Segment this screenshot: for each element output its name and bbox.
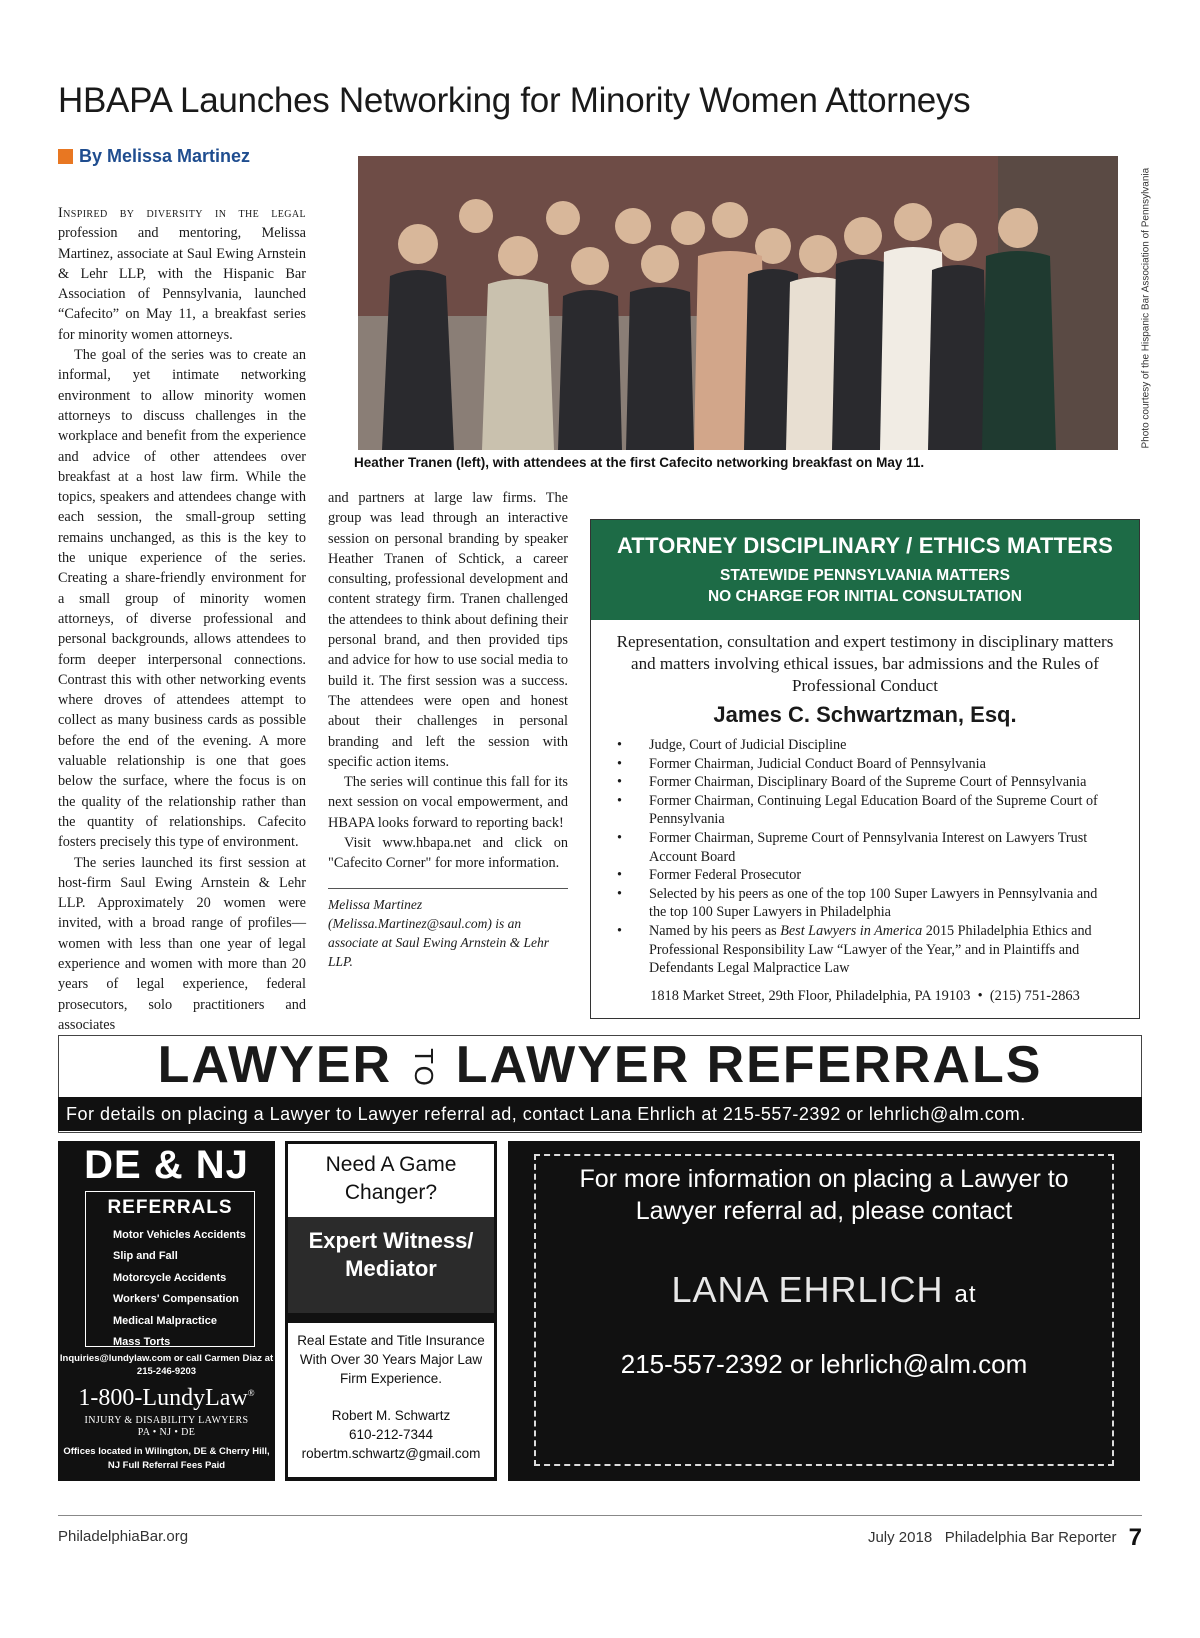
game-ad-contact-name: Robert M. Schwartz	[331, 1408, 451, 1423]
separator-dot: •	[974, 988, 987, 1004]
paragraph-1-text: profession and mentoring, Melissa Martinez, associate at Saul Ewing Arnstein & Lehr LLP, with the Hispanic Bar Association of Pennsylvania, launched “Cafecito” on May 11, a breakfast series for minority women attorneys.	[58, 225, 306, 343]
article-column-2	[328, 488, 568, 971]
article-column-1	[58, 203, 306, 1035]
lundy-headline: DE & NJ	[84, 1143, 249, 1187]
registered-mark: ®	[247, 1388, 255, 1398]
paragraph-1	[58, 203, 306, 345]
credential-item: • Former Chairman, Disciplinary Board of the Supreme Court of Pennsylvania	[617, 773, 1117, 792]
article-headline: HBAPA Launches Networking for Minority Women Attorneys	[58, 81, 971, 120]
practice-item: Motorcycle Accidents	[113, 1271, 227, 1284]
lundy-brand	[58, 1385, 275, 1412]
title-right: LAWYER REFERRALS	[455, 1036, 1043, 1094]
footer-issue-info	[842, 1524, 1142, 1552]
game-ad-description: Real Estate and Title Insurance With Over 30 Years Major Law Firm Experience.	[297, 1333, 485, 1386]
lundy-inquiries: Inquiries@lundylaw.com or call Carmen Diaz at 215-246-9203	[59, 1353, 274, 1377]
byline	[58, 146, 250, 167]
lundy-referrals-box	[85, 1191, 255, 1347]
ethics-ad-address-line	[591, 988, 1139, 1005]
lundy-tagline-block	[58, 1415, 275, 1439]
photo-caption: Heather Tranen (left), with attendees at the first Cafecito networking breakfast on May 11.	[354, 455, 925, 470]
photo-credit-text: Photo courtesy of the Hispanic Bar Association of Pennsylvania	[1140, 167, 1152, 449]
referrals-title	[58, 1034, 1142, 1099]
byline-marker	[58, 149, 73, 164]
byline-text: By Melissa Martinez	[79, 146, 251, 166]
title-to: TO	[408, 1048, 439, 1089]
paragraph-3: The series launched its first session at host-firm Saul Ewing Arnstein & Lehr LLP. Approximately 20 women were invited, with a broad range of profiles—women with less than one year of legal experience and women with more than 20 years of legal experience, federal prosecutors, solo practitioners and associates	[58, 854, 306, 1033]
referral-info-ad	[508, 1141, 1140, 1481]
page-number: 7	[1128, 1524, 1142, 1551]
ethics-ad-phone: (215) 751-2863	[989, 988, 1080, 1004]
game-ad-details	[288, 1323, 494, 1477]
ethics-ad-intro: Representation, consultation and expert testimony in disciplinary matters and matters involving ethical issues, bar admissions and the Rules of Professional Conduct	[616, 632, 1114, 695]
credential-item: • Former Chairman, Continuing Legal Education Board of the Supreme Court of Pennsylvania	[617, 792, 1117, 829]
credential-italic: Best Lawyers in America	[780, 922, 923, 939]
ethics-ad-header	[591, 520, 1139, 620]
contact-at: at	[954, 1281, 977, 1308]
lead-in: Inspired by diversity in the legal	[58, 205, 306, 221]
info-ad-contact-name	[508, 1269, 1140, 1311]
paragraph-2: The goal of the series was to create an informal, yet intimate networking environment to allow minority women attorneys to discuss challenges in the workplace and benefit from the experience and advice of other attendees over breakfast at a host law firm. While the topics, speakers and attendees change with each session, the small-group setting remains unchanged, as this is the key to the unique experience of the series. Creating a share-friendly environment for a small group of minority women attorneys, of diverse professional and personal backgrounds, allows attendees to form deeper interpersonal connections. Contrast this with other networking events where droves of attendees attempt to collect as many business cards as possible before the end of the evening. A more valuable relationship is one that goes below the surface, where the focus is on the quality of the relationship rather than the quantity of relationships. Cafecito fosters precisely this type of environment.	[58, 347, 306, 851]
credential-item: • Former Federal Prosecutor	[617, 866, 1117, 885]
lundy-tagline: INJURY & DISABILITY LAWYERS	[84, 1415, 249, 1426]
game-ad-service: Expert Witness/ Mediator	[288, 1217, 494, 1313]
credential-text: Named by his peers as	[649, 922, 781, 939]
ethics-ad-sub2: NO CHARGE FOR INITIAL CONSULTATION	[707, 588, 1022, 605]
credential-item: • Judge, Court of Judicial Discipline	[617, 736, 1117, 755]
game-ad-headline-text: Need A Game Changer?	[325, 1153, 457, 1204]
practice-item: Medical Malpractice	[113, 1314, 217, 1327]
info-ad-text: For more information on placing a Lawyer to Lawyer referral ad, please contact	[579, 1165, 1069, 1225]
info-ad-contact-details: 215-557-2392 or lehrlich@alm.com	[620, 1349, 1028, 1379]
practice-item: Motor Vehicles Accidents	[113, 1229, 246, 1241]
ethics-ad-credentials	[617, 736, 1117, 978]
game-ad-phone: 610-212-7344	[348, 1427, 434, 1442]
credential-item: • Former Chairman, Supreme Court of Pennsylvania Interest on Lawyers Trust Account Board	[617, 829, 1117, 866]
credential-item	[617, 922, 1117, 978]
footer-site: PhiladelphiaBar.org	[58, 1528, 189, 1545]
photo-illustration	[358, 156, 1118, 450]
footer-publication: Philadelphia Bar Reporter	[944, 1529, 1117, 1546]
footer-issue: July 2018	[867, 1529, 933, 1546]
credential-text: 2015 Philadelphia Ethics and Professional Responsibility Law “Lawyer of the Year,” and in Plaintiffs and Defendants Legal Malpractice Law	[649, 922, 1092, 977]
lundy-practice-list	[86, 1225, 254, 1353]
footer-divider	[58, 1515, 1142, 1516]
group-photo	[358, 156, 1118, 450]
ethics-ad-sub1: STATEWIDE PENNSYLVANIA MATTERS	[720, 567, 1010, 584]
expert-witness-ad	[285, 1141, 497, 1481]
paragraph-5: The series will continue this fall for its next session on vocal empowerment, and HBAPA looks forward to reporting back!	[328, 774, 568, 831]
paragraph-4: and partners at large law firms. The group was lead through an interactive session on personal branding by speaker Heather Tranen of Schtick, a career consulting, professional development and content strategy firm. Tranen challenged the attendees to think about defining their personal brand, and then provided tips and advice for how to use social media to build it. The first session was a success. The attendees were open and honest about their challenges in personal branding and left the session with specific action items.	[328, 490, 568, 770]
game-ad-email: robertm.schwartz@gmail.com	[301, 1446, 481, 1461]
paragraph-6: Visit www.hbapa.net and click on "Cafecito Corner" for more information.	[328, 835, 568, 872]
ethics-ad-address: 1818 Market Street, 29th Floor, Philadelphia, PA 19103	[650, 988, 971, 1004]
credential-item: • Selected by his peers as one of the top 100 Super Lawyers in Pennsylvania and the top 100 Super Lawyers in Philadelphia	[617, 885, 1117, 922]
title-left: LAWYER	[157, 1036, 393, 1094]
ethics-ad	[590, 519, 1140, 1019]
lundy-offices: Offices located in Wilington, DE & Cherry Hill, NJ Full Referral Fees Paid	[63, 1446, 270, 1471]
credential-item: • Former Chairman, Judicial Conduct Board of Pennsylvania	[617, 755, 1117, 774]
practice-item: Mass Torts	[113, 1336, 171, 1349]
contact-name: LANA EHRLICH	[671, 1269, 944, 1310]
lundy-states: PA • NJ • DE	[137, 1427, 196, 1438]
ethics-ad-attorney-name: James C. Schwartzman, Esq.	[713, 702, 1017, 727]
lundy-law-ad	[58, 1141, 275, 1481]
game-ad-headline	[288, 1144, 494, 1217]
ethics-ad-title: ATTORNEY DISCIPLINARY / ETHICS MATTERS	[616, 533, 1114, 558]
referrals-contact-bar: For details on placing a Lawyer to Lawyer referral ad, contact Lana Ehrlich at 215-557-2392 or lehrlich@alm.com.	[58, 1097, 1142, 1131]
practice-item: Workers' Compensation	[113, 1293, 239, 1306]
photo-credit	[1131, 167, 1152, 450]
practice-item: Slip and Fall	[113, 1250, 178, 1263]
lundy-brand-text: 1-800-LundyLaw	[78, 1385, 248, 1411]
author-note: Melissa Martinez (Melissa.Martinez@saul.com) is an associate at Saul Ewing Arnstein & Lehr LLP.	[328, 888, 568, 971]
lundy-box-title: REFERRALS	[107, 1197, 233, 1218]
